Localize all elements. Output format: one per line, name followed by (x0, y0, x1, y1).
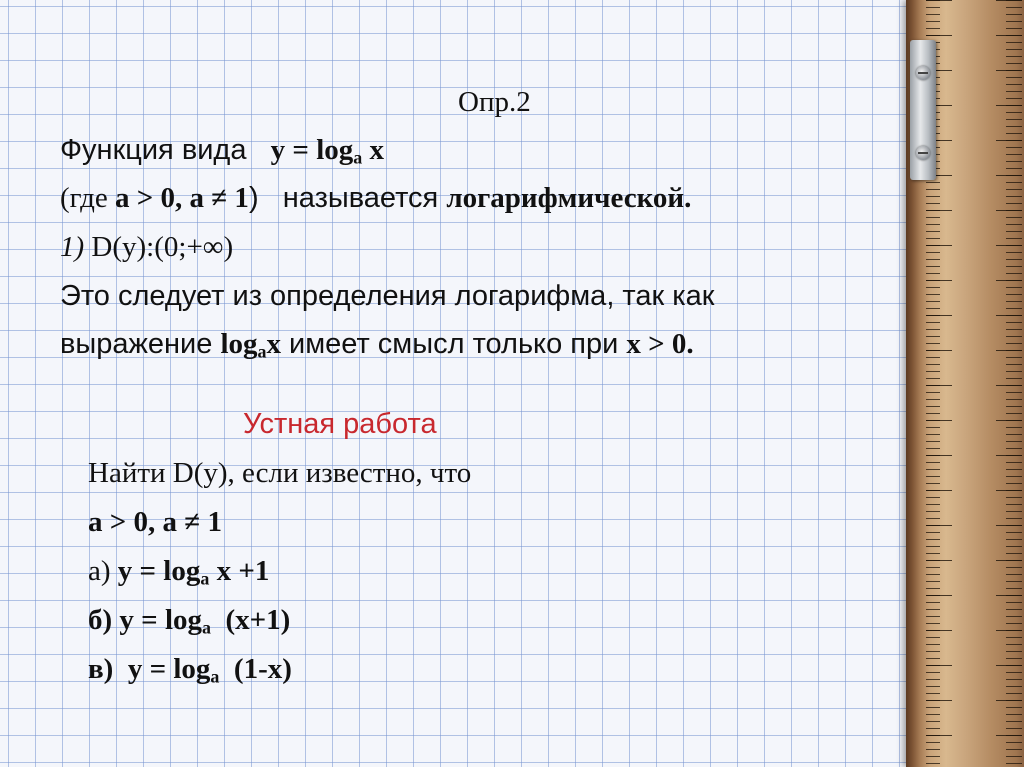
ruler-major-ticks (926, 0, 1022, 767)
exercise-b (88, 604, 291, 638)
oral-work-task: Найти D(y), если известно, что (88, 457, 472, 489)
oral-work-title: Устная работа (243, 408, 437, 440)
screw-icon (916, 146, 930, 160)
definition-line-3 (60, 233, 233, 262)
item-number: 1) (60, 231, 85, 263)
positive-condition: x > 0. (626, 328, 694, 360)
exercise-formula: $y = \log_a x +1$ (117, 555, 270, 589)
exercise-a (88, 555, 270, 589)
term-logarithmic: логарифмической. (446, 182, 692, 214)
definition-prefix: Функция вида (60, 134, 255, 166)
screw-icon (916, 66, 930, 80)
exercise-label: б) (88, 604, 120, 636)
base-condition: a > 0, a ≠ 1 (114, 182, 249, 214)
log-formula: $y = \log_a x$ (270, 134, 384, 168)
exercise-label: а) (88, 555, 118, 587)
oral-work-condition: a > 0, a ≠ 1 (88, 506, 222, 538)
definition-heading: Опр.2 (458, 86, 531, 118)
exercise-formula: $y = \log_a (x+1)$ (119, 604, 291, 638)
ruler-decoration (906, 0, 1024, 767)
exercise-formula: $y = \log_a (1-x)$ (127, 653, 292, 687)
exercise-label: в) (88, 653, 128, 685)
log-expression: $\log_ax$ (220, 328, 281, 362)
exercise-c (88, 653, 292, 687)
definition-line-2: (где a > 0, a ≠ 1) называется логарифмической. (60, 182, 692, 214)
domain-statement: D(y):(0;+∞) (84, 231, 234, 263)
definition-line-4: Это следует из определения логарифма, так как (60, 280, 715, 312)
definition-line-1 (60, 134, 384, 168)
definition-line-5: выражение $\log_ax$ имеет смысл только при x > 0. (60, 328, 694, 362)
